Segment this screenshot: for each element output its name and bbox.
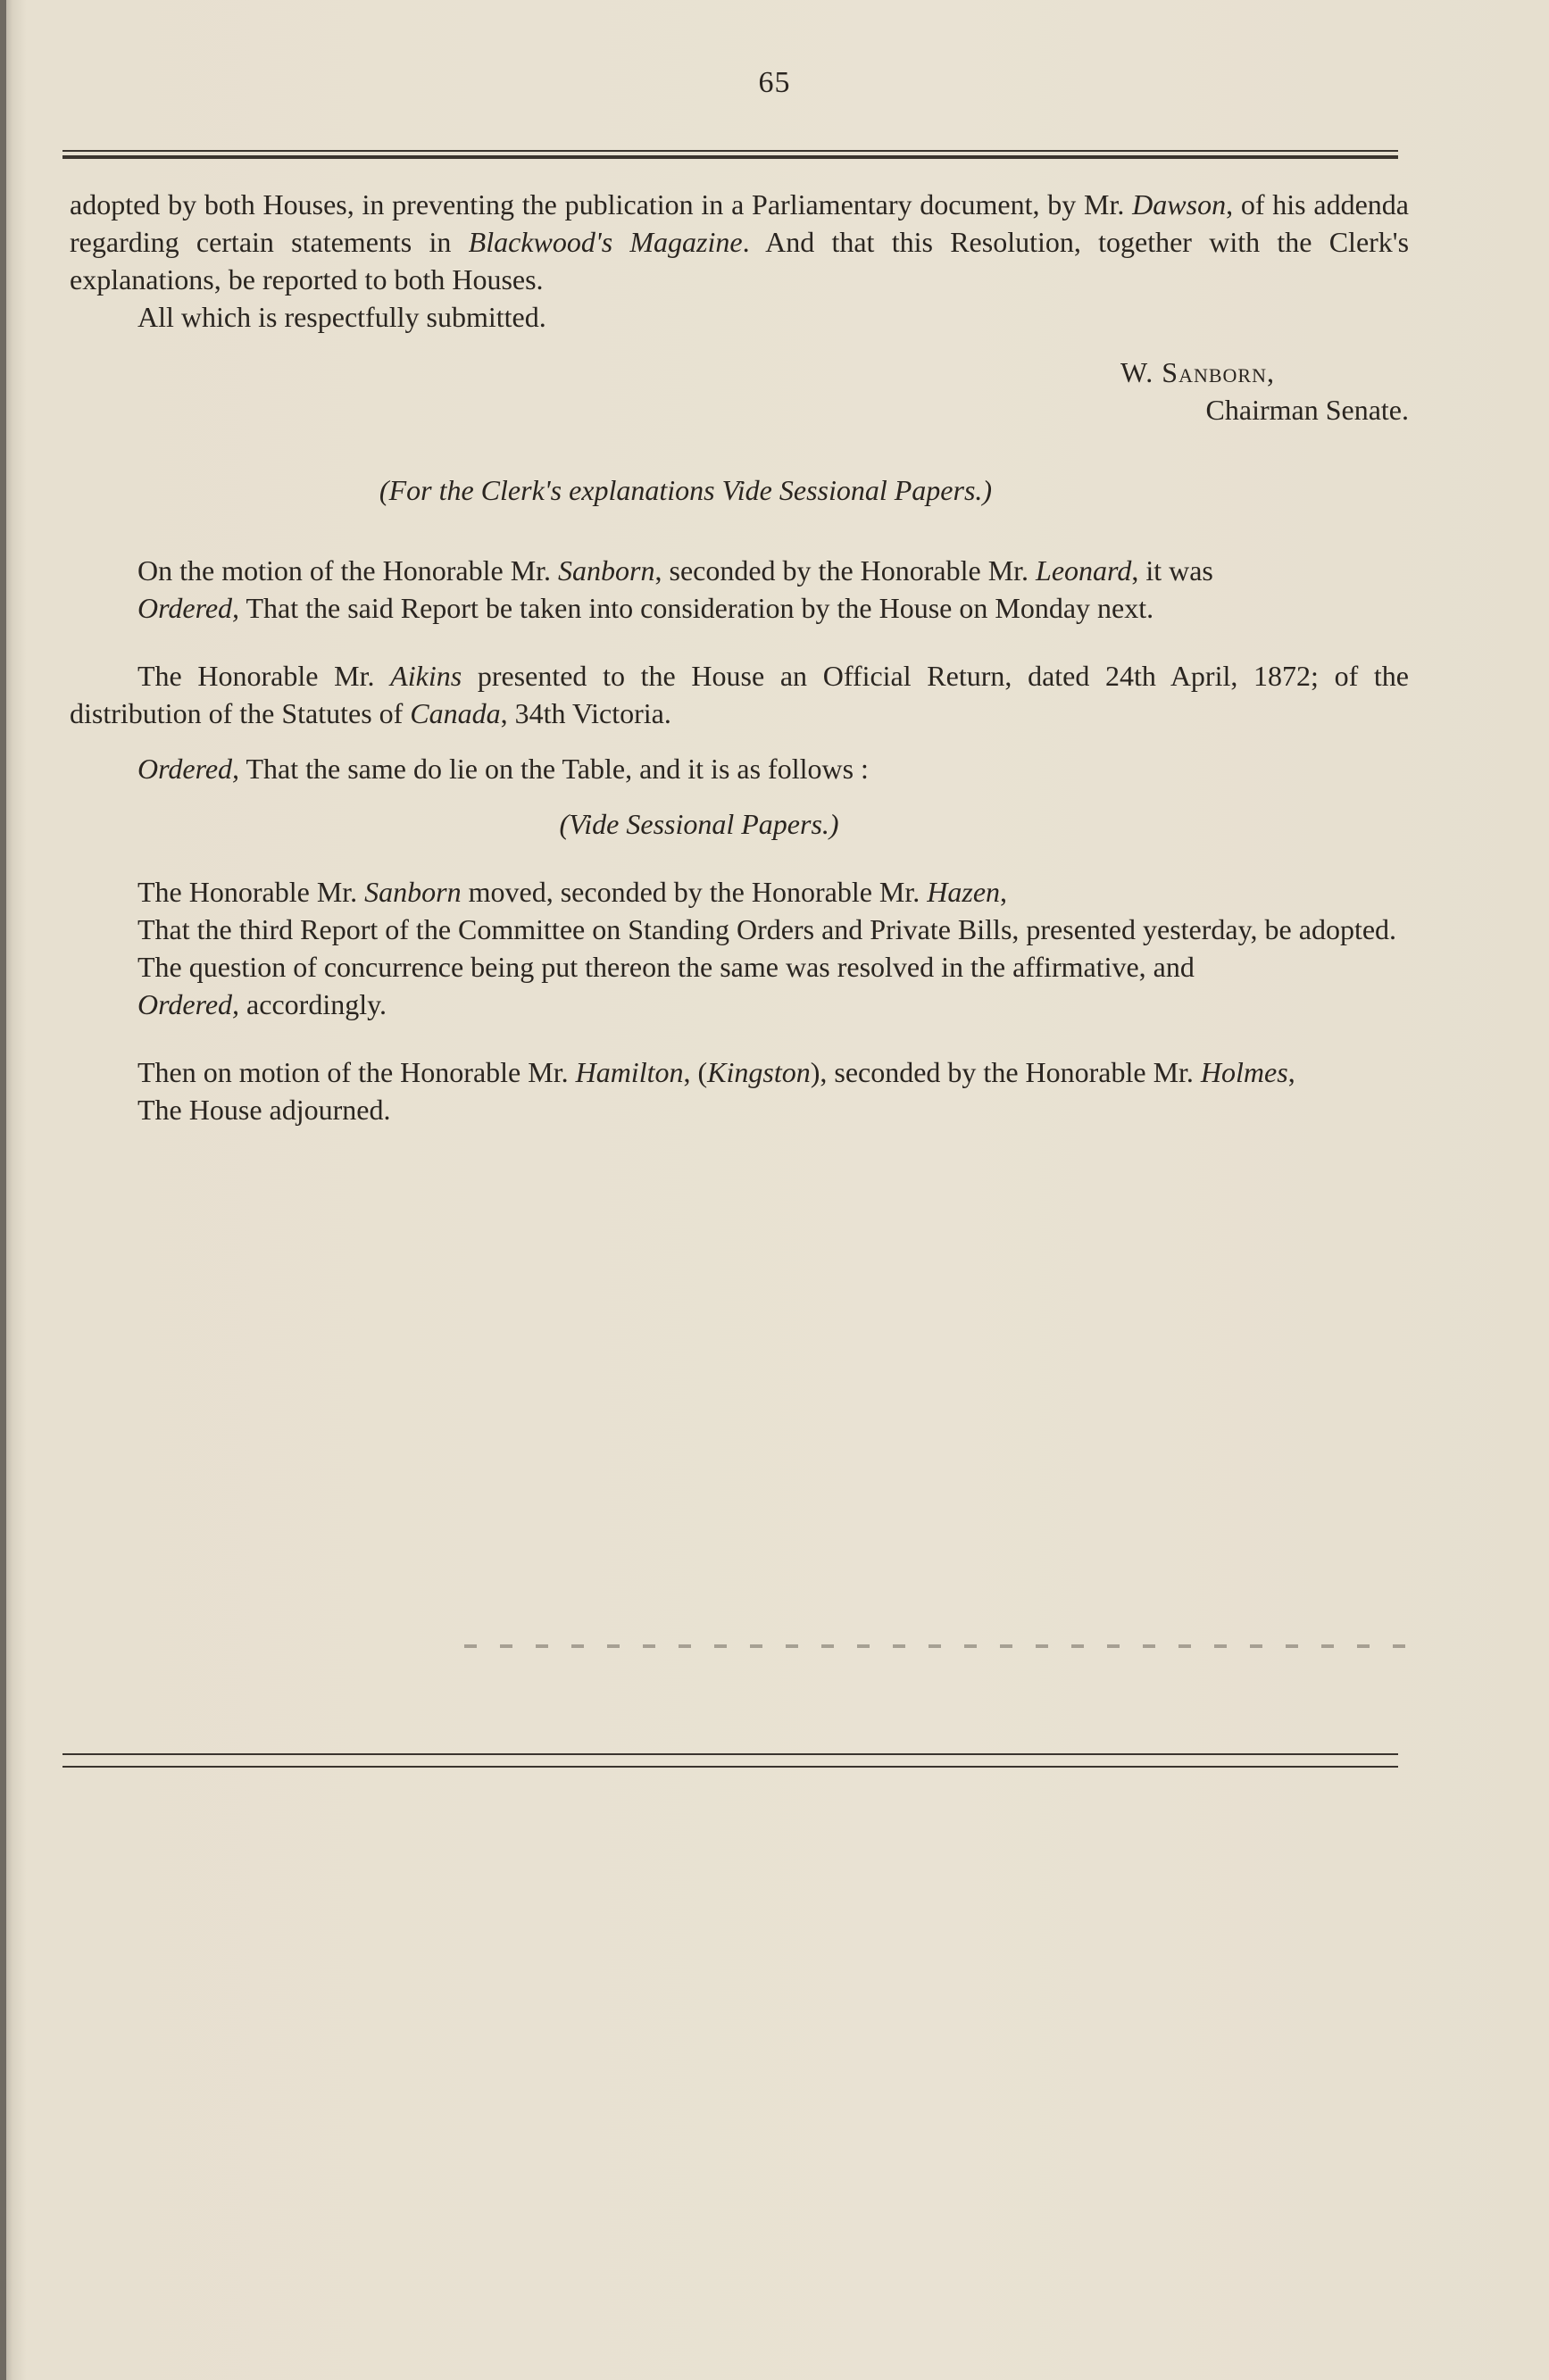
paragraph-official-return: The Honorable Mr. Aikins presented to the House an Official Return, dated 24th April, 1872; of the distribution of the Statutes of Canada, 34th Victoria. <box>70 660 1410 729</box>
sessional-papers-note: (Vide Sessional Papers.) <box>559 808 839 840</box>
paragraph-sanborn-moved: The Honorable Mr. Sanborn moved, seconded by the Honorable Mr. Hazen, <box>137 876 1008 908</box>
publication-name: Blackwood's Magazine <box>468 226 743 258</box>
paragraph-report-conclusion: adopted by both Houses, in preventing the publication in a Parliamentary document, by Mr. Dawson, of his addenda regarding certain statements in Blackwood's Magazine. And that this Resolution, together with the Clerk's explanations, be reported to both Houses. <box>70 188 1410 295</box>
paragraph-third-report: That the third Report of the Committee on Standing Orders and Private Bills, presented yesterday, be adopted. <box>137 913 1397 945</box>
book-spine-shadow <box>0 0 6 2380</box>
paragraph-adjournment-motion: Then on motion of the Honorable Mr. Hamilton, (Kingston), seconded by the Honorable Mr. Holmes, <box>137 1056 1295 1088</box>
paragraph-house-adjourned: The House adjourned. <box>137 1094 391 1126</box>
signature-name: W. Sanborn, <box>1120 356 1275 388</box>
header-rule-thin <box>62 150 1398 152</box>
bleed-through-marks <box>464 1644 1411 1648</box>
paragraph-submitted: All which is respectfully submitted. <box>137 301 546 333</box>
paragraph-motion-sanborn: On the motion of the Honorable Mr. Sanborn, seconded by the Honorable Mr. Leonard, it was <box>137 554 1213 587</box>
person-name: Dawson <box>1132 188 1227 221</box>
paragraph-concurrence: The question of concurrence being put thereon the same was resolved in the affirmative, and <box>137 951 1195 983</box>
paragraph-ordered-table: Ordered, That the same do lie on the Table, and it is as follows : <box>137 753 869 785</box>
clerk-explanation-note: (For the Clerk's explanations Vide Sessional Papers.) <box>379 474 993 506</box>
page-number: 65 <box>758 66 791 99</box>
paragraph-ordered-accordingly: Ordered, accordingly. <box>137 988 387 1020</box>
header-rule-thick <box>62 155 1398 159</box>
paragraph-ordered-report: Ordered, That the said Report be taken into consideration by the House on Monday next. <box>137 592 1154 624</box>
footer-rule-top <box>62 1753 1398 1755</box>
footer-rule-bottom <box>62 1766 1398 1768</box>
signature-title: Chairman Senate. <box>1205 394 1409 426</box>
document-body <box>70 186 1409 1128</box>
